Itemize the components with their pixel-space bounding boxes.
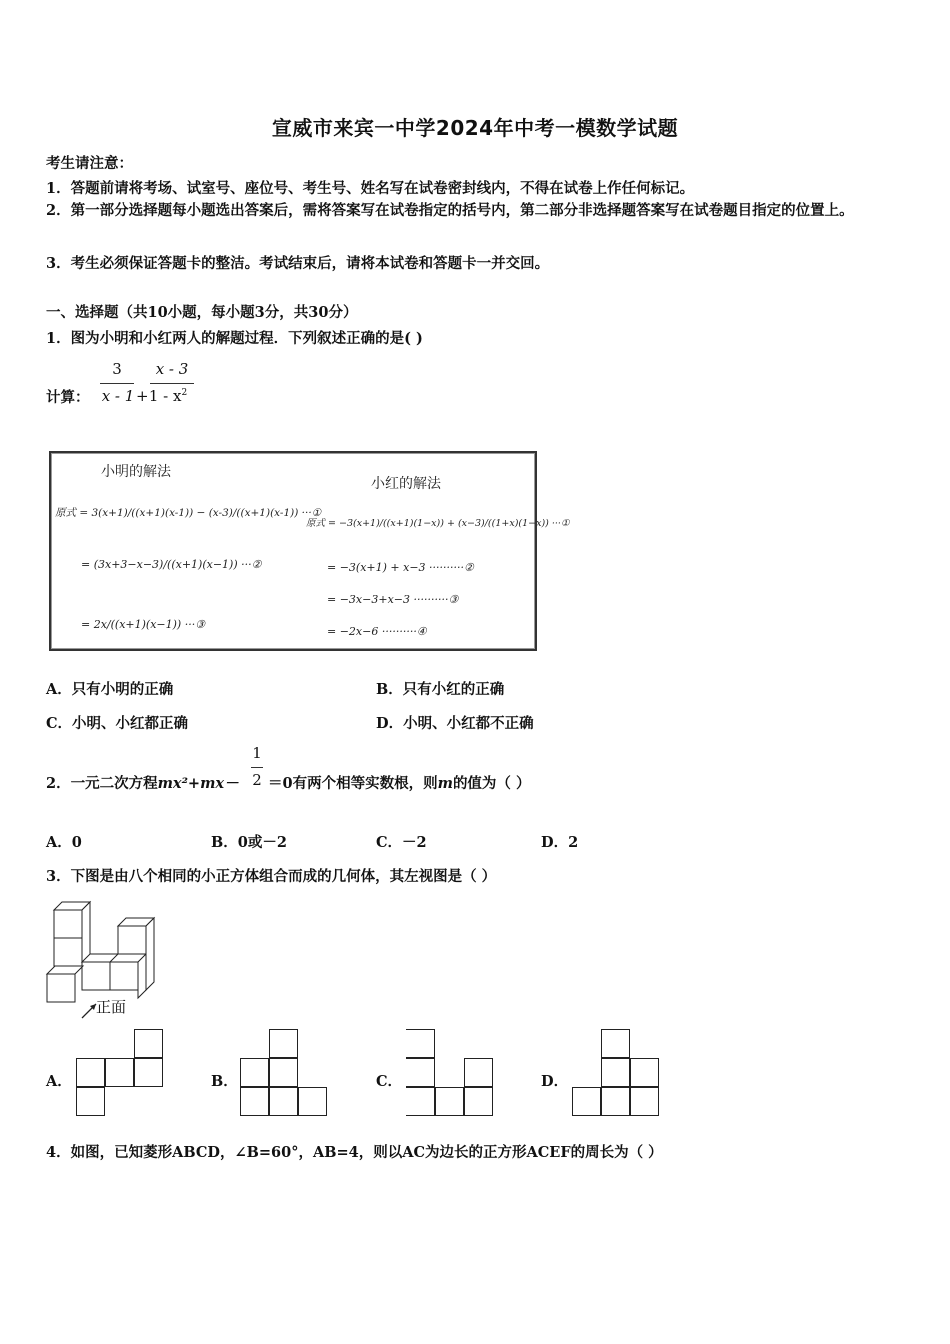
page-title: 宣威市来宾一中学2024年中考一模数学试题	[271, 116, 679, 140]
grid-cell	[630, 1087, 659, 1116]
grid-cell	[406, 1058, 435, 1087]
q1-option-d[interactable]: D．小明、小红都不正确	[376, 715, 534, 732]
q3-option-c-label[interactable]: C．	[376, 1073, 403, 1090]
grid-cell	[269, 1029, 298, 1058]
ming-line-3: = 2x/((x+1)(x−1)) ···③	[81, 618, 206, 631]
q3-option-d-label[interactable]: D．	[541, 1073, 569, 1090]
q2-option-b[interactable]: B．0或－2	[211, 834, 287, 851]
q1-frac1-num: 3	[112, 360, 122, 378]
q3-option-b-label[interactable]: B．	[211, 1073, 238, 1090]
grid-cell	[269, 1058, 298, 1087]
ming-title: 小明的解法	[101, 464, 171, 480]
q2-equation: mx²+mx－	[157, 775, 239, 792]
section-heading: 一、选择题（共10小题，每小题3分，共30分）	[46, 304, 358, 321]
grid-cell	[572, 1087, 601, 1116]
plus-sign: +	[136, 387, 149, 405]
front-label: 正面	[96, 998, 127, 1016]
fraction-bar	[100, 383, 134, 384]
grid-cell	[134, 1058, 163, 1087]
q1-frac1-den: x - 1	[101, 387, 135, 405]
grid-cell	[601, 1029, 630, 1058]
grid-cell	[240, 1058, 269, 1087]
grid-cell	[134, 1029, 163, 1058]
q2-suffix: ＝0有两个相等实数根，则	[268, 775, 438, 792]
hong-line-2: = −3(x+1) + x−3 ··········②	[327, 561, 474, 574]
grid-cell	[601, 1058, 630, 1087]
q2-option-a[interactable]: A．0	[46, 834, 82, 851]
hong-title: 小红的解法	[371, 476, 441, 492]
grid-cell	[76, 1087, 105, 1116]
grid-cell	[464, 1058, 493, 1087]
fraction-bar	[251, 767, 263, 768]
q2-half-den: 2	[252, 771, 262, 789]
q2-half-num: 1	[252, 744, 262, 762]
notice-item-2: 2．第一部分选择题每小题选出答案后，需将答案写在试卷指定的括号内，第二部分非选择题答案写在试卷题目指定的位置上。	[46, 202, 854, 219]
notice-item-3: 3．考生必须保证答题卡的整洁。考试结束后，请将本试卷和答题卡一并交回。	[46, 255, 550, 272]
q3-stem: 3．下图是由八个相同的小正方体组合而成的几何体，其左视图是（ ）	[46, 868, 497, 885]
q1-option-b[interactable]: B．只有小红的正确	[376, 681, 505, 698]
q2-option-d[interactable]: D．2	[541, 834, 579, 851]
q2-m: m	[437, 775, 453, 792]
q1-frac2-den: 1 - x	[148, 387, 182, 405]
grid-cell	[406, 1029, 435, 1058]
grid-cell	[464, 1087, 493, 1116]
notice-item-1: 1．答题前请将考场、试室号、座位号、考生号、姓名写在试卷密封线内，不得在试卷上作任何标记。	[46, 180, 695, 197]
ming-line-1: 原式 = 3(x+1)/((x+1)(x-1)) − (x-3)/((x+1)(x-1)) ···①	[55, 507, 322, 519]
hong-line-3: = −3x−3+x−3 ··········③	[327, 593, 459, 606]
hong-line-4: = −2x−6 ··········④	[327, 625, 427, 638]
q1-calc-label: 计算：	[46, 389, 90, 406]
q1-frac2-den-exp: 2	[181, 388, 188, 398]
fraction-bar	[150, 383, 194, 384]
grid-cell	[601, 1087, 630, 1116]
grid-cell	[240, 1087, 269, 1116]
grid-cell	[435, 1087, 464, 1116]
q1-stem: 1．图为小明和小红两人的解题过程．下列叙述正确的是( )	[46, 330, 423, 347]
q2-suffix2: 的值为（ ）	[452, 775, 531, 792]
grid-cell	[269, 1087, 298, 1116]
grid-cell	[105, 1058, 134, 1087]
q3-option-a-label[interactable]: A．	[46, 1073, 72, 1090]
q2-option-c[interactable]: C．－2	[376, 834, 427, 851]
q1-option-a[interactable]: A．只有小明的正确	[46, 681, 174, 698]
notice-heading: 考生请注意：	[46, 155, 133, 172]
q1-frac2-num: x - 3	[155, 360, 189, 378]
grid-cell	[630, 1058, 659, 1087]
hong-line-1: 原式 = −3(x+1)/((x+1)(1−x)) + (x−3)/((1+x)(1−x)) ···①	[306, 518, 570, 529]
grid-cell	[76, 1058, 105, 1087]
grid-cell	[298, 1087, 327, 1116]
q1-option-c[interactable]: C．小明、小红都正确	[46, 715, 189, 732]
q4-stem: 4．如图，已知菱形ABCD，∠B=60°，AB=4，则以AC为边长的正方形ACEF的周长为（ ）	[46, 1144, 663, 1161]
ming-line-2: = (3x+3−x−3)/((x+1)(x−1)) ···②	[81, 558, 262, 571]
grid-cell	[406, 1087, 435, 1116]
q2-prefix: 2．一元二次方程	[46, 775, 158, 792]
solution-image	[49, 451, 570, 651]
